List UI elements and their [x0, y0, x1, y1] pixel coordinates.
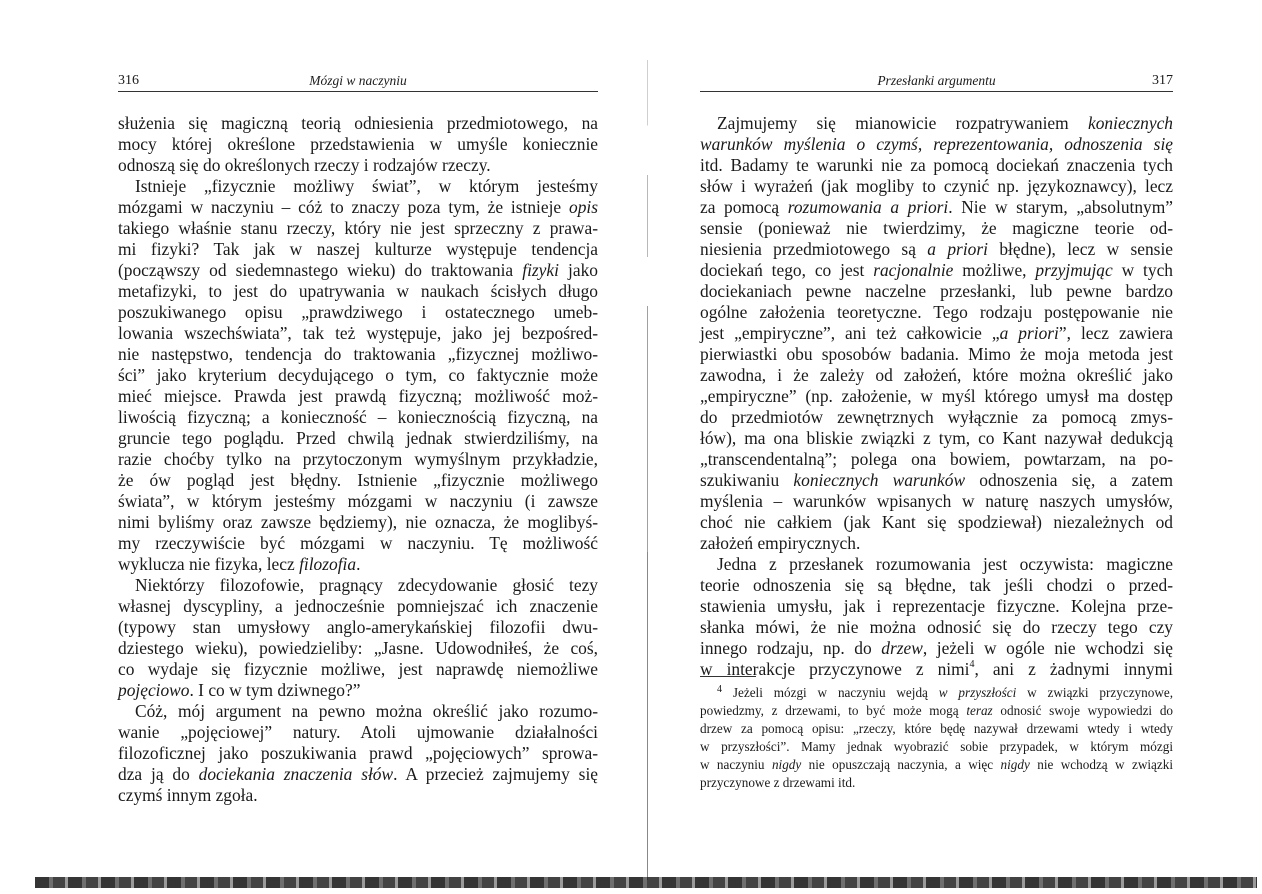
text-line: metafizyki, to jest do upatrywania w naukach ścisłych długo — [118, 281, 598, 301]
text-line: liwością fizyczną; a konieczność – koniecznością fizyczną, na — [118, 407, 598, 427]
text-line: czymś innym zgoła. — [118, 785, 258, 805]
body-text — [118, 113, 598, 806]
text-line: „empiryczne” (np. założenie, w myśl którego umysł ma dostęp — [700, 386, 1173, 406]
text-line: zawodna, i że zależy od założeń, które można określić jako — [700, 365, 1173, 385]
text-line: jest „empiryczne”, ani też całkowicie „a priori”, lecz zawiera — [700, 323, 1173, 343]
text-line: itd. Badamy te warunki nie za pomocą dociekań znaczenia tych — [700, 155, 1173, 175]
text-line: sensie (ponieważ nie twierdzimy, że magiczne teorie od- — [700, 218, 1173, 238]
text-line: słów i wyrażeń (jak mogliby to czynić np. językoznawcy), lecz — [700, 176, 1173, 196]
page-number: 316 — [118, 73, 139, 88]
book-gutter — [647, 60, 648, 880]
text-line: co wydaje się fizycznie możliwe, jest naprawdę niemożliwe — [118, 659, 598, 679]
text-line: nie następstwo, tendencja do traktowania „fizycznej możliwo- — [118, 344, 598, 364]
text-line: drzew za pomocą opisu: „rzeczy, które będę nazywał drzewami wtedy i wtedy — [700, 721, 1173, 736]
text-line: $^4$ Jeżeli mózgi w naczyniu wejdą w przyszłości w związki przyczynowe, — [717, 684, 1173, 700]
text-line: my rzeczywiście być mózgami w naczyniu. Tę możliwość — [118, 533, 598, 553]
text-line: warunków myślenia o czymś, reprezentowania, odnoszenia się — [700, 134, 1173, 154]
text-line: mieć miejsce. Prawda jest prawdą fizyczną; możliwość moż- — [118, 386, 598, 406]
text-line: wanie „pojęciowej” natury. Atoli ujmowanie działalności — [118, 722, 598, 742]
text-line: Zajmujemy się mianowicie rozpatrywaniem koniecznych — [717, 113, 1173, 133]
text-line: w interakcje przyczynowe z nimi$^4$, ani z żadnymi innymi — [700, 659, 1173, 679]
text-line: dociekań tego, co jest racjonalnie możliwe, przyjmując w tych — [700, 260, 1173, 280]
text-line: lowania wszechświata”, tak też występuje, jako jej bezpośred- — [118, 323, 598, 343]
text-line: służenia się magiczną teorią odniesienia przedmiotowego, na — [118, 113, 598, 133]
text-line: że ów pogląd jest błędny. Istnienie „fizycznie możliwego — [118, 470, 598, 490]
text-line: stawienia umysłu, jak i reprezentacje fizyczne. Kolejna prze- — [700, 596, 1173, 616]
text-line: świata”, w którym jesteśmy mózgami w naczyniu (i zawsze — [118, 491, 598, 511]
text-line: filozoficznej jako poszukiwania prawd „pojęciowych” sprowa- — [118, 743, 598, 763]
text-line: (typowy stan umysłowy anglo-amerykańskiej filozofii dwu- — [118, 617, 598, 637]
text-line: własnej dyscypliny, a jednocześnie pomniejszać ich znaczenie — [118, 596, 598, 616]
running-head-left — [118, 73, 598, 92]
text-line: pojęciowo. I co w tym dziwnego?” — [118, 680, 361, 700]
text-line: nimi byliśmy oraz zawsze będziemy), nie oznacza, że moglibyś- — [118, 512, 598, 532]
text-line: ści” jako kryterium decydującego o tym, co faktycznie może — [118, 365, 598, 385]
text-line: łów), ma ona bliskie związki z tym, co Kant nazywał dedukcją — [700, 428, 1173, 448]
text-line: takiego właśnie stanu rzeczy, który nie jest sprzeczny z prawa- — [118, 218, 598, 238]
running-title: Przesłanki argumentu — [877, 73, 996, 88]
text-line: Jedna z przesłanek rozumowania jest oczywista: magiczne — [717, 554, 1173, 574]
text-line: powiedzmy, z drzewami, to być może mogą teraz odnosić swoje wypowiedzi do — [700, 703, 1174, 718]
text-line: (począwszy od siedemnastego wieku) do traktowania fizyki jako — [118, 260, 598, 280]
footnote — [700, 684, 1173, 792]
text-line: dociekaniach pewne naczelne przesłanki, lub pewne bardzo — [700, 281, 1173, 301]
text-line: szukiwaniu koniecznych warunków odnoszenia się, a zatem — [700, 470, 1173, 490]
text-line: choć nie całkiem (jak Kant się spodziewał) niezależnych od — [700, 512, 1173, 532]
text-line: poszukiwanego opisu „prawdziwego i ostatecznego umeb- — [118, 302, 598, 322]
running-title: Mózgi w naczyniu — [309, 73, 407, 88]
text-line: pierwiastki obu sposobów badania. Mimo że moja metoda jest — [700, 344, 1173, 364]
text-line: mocy której określone przedstawienia w umyśle koniecznie — [118, 134, 598, 154]
text-line: razie choćby tylko na przytoczonym wymyślnym przykładzie, — [118, 449, 598, 469]
text-line: mózgami w naczyniu – cóż to znaczy poza tym, że istnieje opis — [118, 197, 598, 217]
text-line: „transcendentalną”; polega ona bowiem, powtarzam, na po- — [700, 449, 1173, 469]
text-line: Niektórzy filozofowie, pragnący zdecydowanie głosić tezy — [135, 575, 598, 595]
text-line: Cóż, mój argument na pewno można określić jako rozumo- — [135, 701, 598, 721]
footnote-divider — [700, 676, 756, 677]
text-line: w naczyniu nigdy nie opuszczają naczynia, a więc nigdy nie wchodzą w związki — [700, 757, 1173, 772]
text-line: myślenia – warunków wpisanych w naturę naszych umysłów, — [700, 491, 1173, 511]
text-line: innego rodzaju, np. do drzew, jeżeli w ogóle nie wchodzi się — [700, 638, 1173, 658]
text-line: niesienia przedmiotowego są a priori błędne), lecz w sensie — [700, 239, 1174, 259]
page-number: 317 — [1152, 73, 1173, 88]
text-line: założeń empirycznych. — [700, 533, 861, 553]
text-line: za pomocą rozumowania a priori. Nie w starym, „absolutnym” — [700, 197, 1173, 217]
text-line: odnoszą się do określonych rzeczy i rodzajów rzeczy. — [118, 155, 491, 175]
text-line: przyczynowe z drzewami itd. — [700, 775, 856, 790]
text-line: gruncie tego poglądu. Przed chwilą jednak stwierdziliśmy, na — [118, 428, 598, 448]
page-edge-shadow — [35, 877, 1257, 888]
body-text — [700, 113, 1173, 680]
text-line: słanka mówi, że nie można odnosić się do rzeczy tego czy — [700, 617, 1173, 637]
text-line: dza ją do dociekania znaczenia słów. A przecież zajmujemy się — [118, 764, 598, 784]
text-line: wyklucza nie fizyka, lecz filozofia. — [118, 554, 361, 574]
text-line: w przyszłości”. Mamy jednak wyobrazić sobie przypadek, w którym mózgi — [700, 739, 1173, 754]
running-head-right — [700, 73, 1173, 92]
text-line: Istnieje „fizycznie możliwy świat”, w którym jesteśmy — [135, 176, 598, 196]
text-line: ogólne założenia teoretyczne. Tego rodzaju postępowanie nie — [700, 302, 1173, 322]
text-line: do przedmiotów zewnętrznych wyłącznie za pomocą zmys- — [700, 407, 1173, 427]
text-line: teorie odnoszenia się są błędne, tak jeśli chodzi o przed- — [700, 575, 1173, 595]
text-line: mi fizyki? Tak jak w naszej kulturze występuje tendencja — [118, 239, 598, 259]
text-line: dziestego wieku), powiedzieliby: „Jasne. Udowodniłeś, że coś, — [118, 638, 598, 658]
